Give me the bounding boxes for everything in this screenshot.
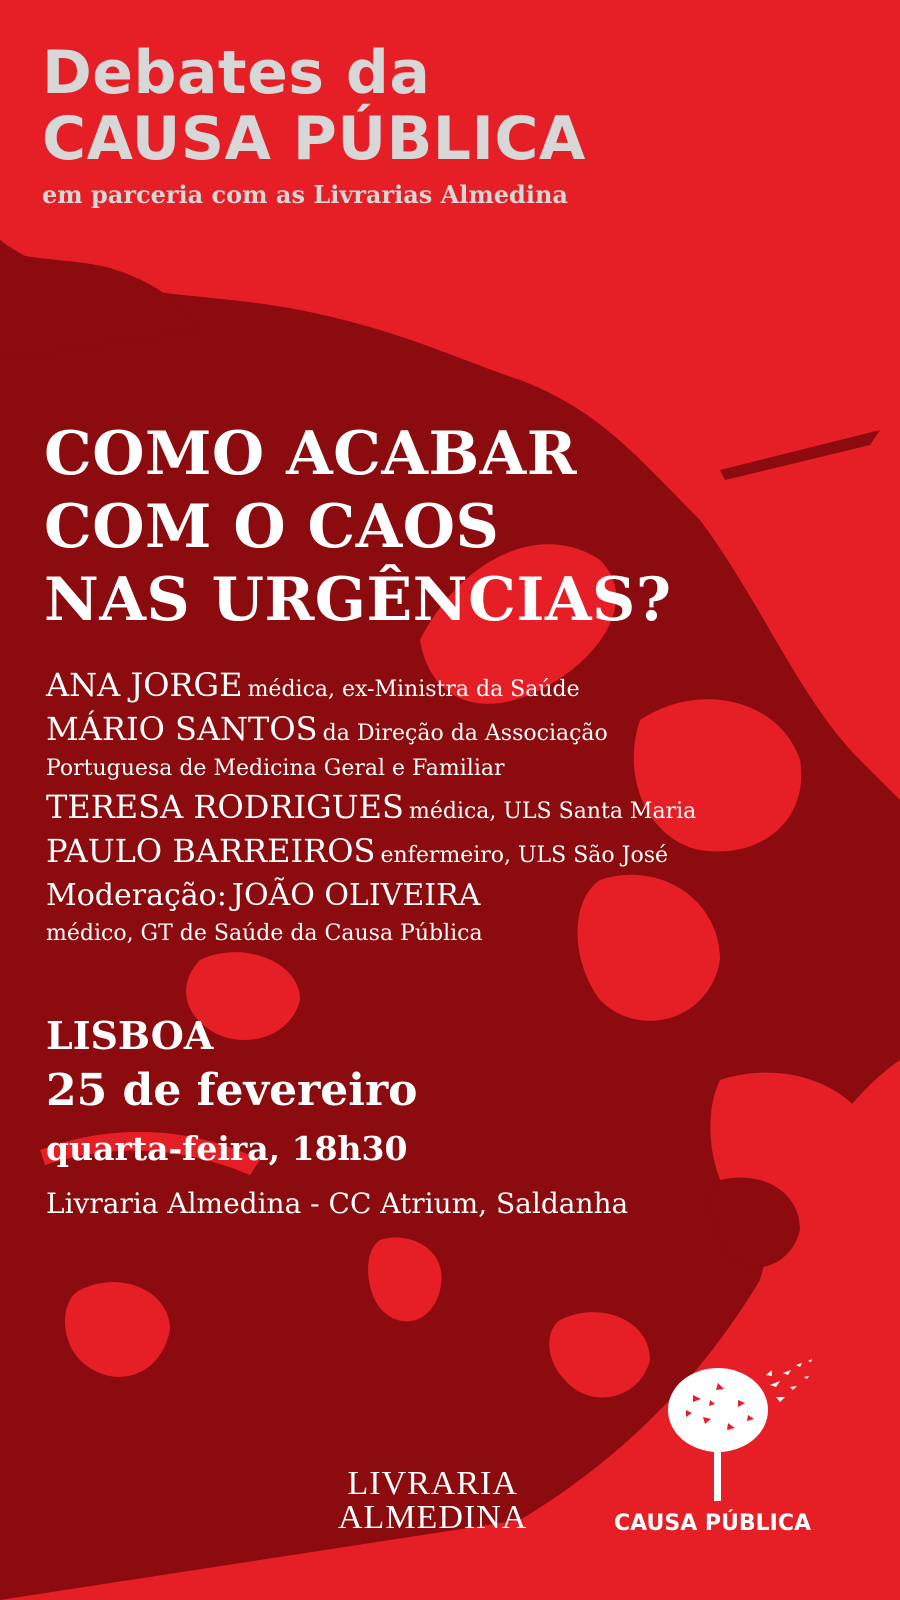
speaker-role: médica, ULS Santa Maria: [408, 799, 697, 824]
dandelion-tree-icon: [648, 1355, 818, 1505]
header: [42, 40, 586, 209]
causa-publica-logo: [614, 1355, 854, 1536]
livraria-logo-line1: LIVRARIA: [347, 1465, 518, 1502]
speaker-item: [46, 832, 696, 876]
event-date: 25 de fevereiro: [46, 1065, 418, 1116]
speaker-role: enfermeiro, ULS São José: [380, 843, 669, 868]
livraria-almedina-logo: [338, 1467, 527, 1535]
moderation-label: Moderação:: [46, 878, 227, 913]
headline-line3: NAS URGÊNCIAS?: [44, 565, 672, 635]
debate-headline: [44, 418, 671, 637]
event-city: LISBOA: [46, 1013, 214, 1058]
speaker-role: da Direção da Associação: [322, 721, 608, 746]
headline-line2: COM O CAOS: [44, 492, 500, 562]
speaker-item: [46, 788, 696, 832]
moderator-name: JOÃO OLIVEIRA: [231, 878, 481, 913]
series-title-line1: Debates da: [42, 38, 431, 108]
series-title-line2: CAUSA PÚBLICA: [42, 104, 586, 174]
speaker-name: MÁRIO SANTOS: [46, 710, 318, 748]
moderation: [46, 876, 696, 949]
speaker-name: ANA JORGE: [46, 666, 243, 704]
speaker-name: TERESA RODRIGUES: [46, 788, 404, 826]
event-venue: Livraria Almedina - CC Atrium, Saldanha: [46, 1187, 629, 1220]
headline-line1: COMO ACABAR: [44, 419, 578, 489]
series-title: [42, 40, 586, 172]
speaker-item: [46, 710, 696, 784]
speaker-role: médica, ex-Ministra da Saúde: [247, 677, 580, 702]
speaker-name: PAULO BARREIROS: [46, 832, 376, 870]
speaker-list: [46, 666, 696, 953]
livraria-logo-line2: ALMEDINA: [338, 1499, 528, 1536]
speaker-item: [46, 666, 696, 710]
event-weekday-time: quarta-feira, 18h30: [46, 1129, 408, 1168]
causa-publica-wordmark: CAUSA PÚBLICA: [614, 1511, 812, 1536]
speaker-role-continued: Portuguesa de Medicina Geral e Familiar: [46, 756, 505, 781]
stroke-1: [720, 430, 880, 480]
moderator-role: médico, GT de Saúde da Causa Pública: [46, 921, 483, 946]
event-details: [46, 1010, 628, 1230]
partner-line: em parceria com as Livrarias Almedina: [42, 180, 568, 209]
